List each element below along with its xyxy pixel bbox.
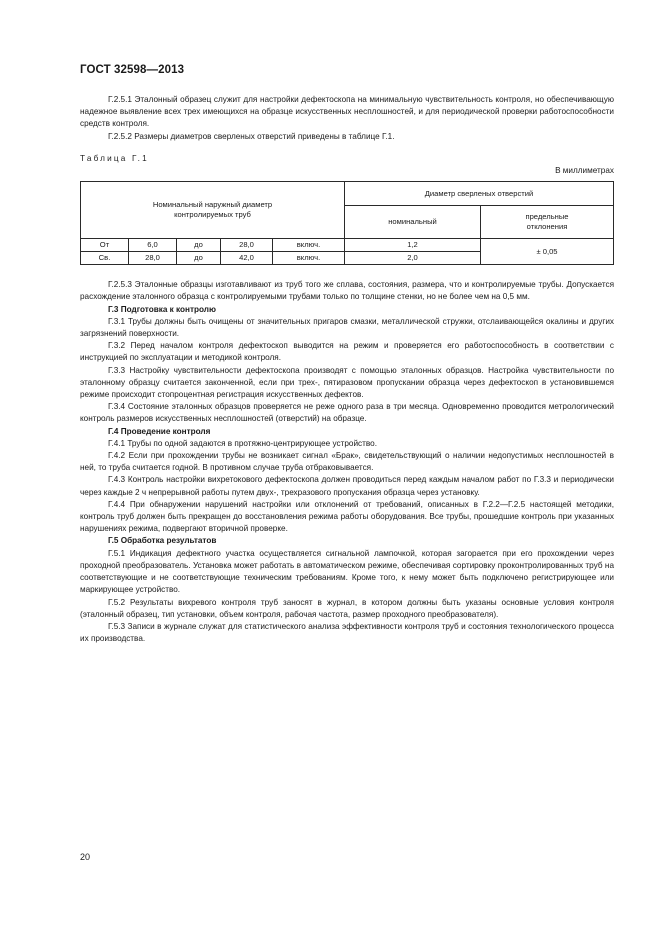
header-tolerance: предельные отклонения: [481, 206, 614, 239]
header-nominal: номинальный: [345, 206, 481, 239]
paragraph-g4-4: Г.4.4 При обнаружении нарушений настройки или отклонений от требований, описанных в Г.2.2—Г.2.5 настоящей методики, контроль труб должен быть прекращен до восстановления режима работы оборудования. Все трубы, прошедшие контроль при указанных нарушениях режима, подвергают вторичной проверке.: [80, 499, 614, 534]
table-caption: Таблица Г.1: [80, 153, 149, 163]
paragraph-g4-1: Г.4.1 Трубы по одной задаются в протяжно-центрирующее устройство.: [108, 438, 377, 448]
diameter-table: [80, 181, 614, 265]
cell-nominal: 1,2: [345, 239, 481, 252]
paragraph-g4-3: Г.4.3 Контроль настройки вихретокового дефектоскопа должен проводиться перед каждым началом работ по Г.3.3 и периодически через каждые 2 ч непрерывной работы путем двух-, трехразового пропускания образца через установку.: [80, 475, 614, 497]
paragraph-g2-5-2: Г.2.5.2 Размеры диаметров сверленых отверстий приведены в таблице Г.1.: [108, 131, 395, 141]
cell-range-start-label: Св.: [81, 252, 129, 265]
cell-tolerance: ± 0,05: [481, 239, 614, 265]
cell-range-end-value: 42,0: [221, 252, 273, 265]
cell-range-start-value: 28,0: [129, 252, 177, 265]
page-number: 20: [80, 852, 91, 862]
header-hole-diameter: Диаметр сверленых отверстий: [345, 182, 614, 206]
paragraph-g5-3: Г.5.3 Записи в журнале служат для статистического анализа эффективности контроля труб и состояния технологического процесса их производства.: [80, 621, 614, 644]
paragraph-g3-2: Г.3.2 Перед началом контроля дефектоскоп выводится на режим и проверяется его работоспособность в соответствии с инструкцией по эксплуатации и методикой контроля.: [80, 341, 614, 363]
section-title-g3: Г.3 Подготовка к контролю: [108, 304, 216, 314]
cell-range-to-label: до: [177, 239, 221, 252]
paragraph-g2-5-3: Г.2.5.3 Эталонные образцы изготавливают из труб того же сплава, состояния, размера, что и контролируемые трубы. Допускается расхождение эталонного образца с контролируемыми трубами только по толщине стенки, но не более чем на 0,5 мм.: [80, 280, 614, 302]
paragraph-g3-1: Г.3.1 Трубы должны быть очищены от значительных пригаров смазки, металлической стружки, отслаивающейся окалины и других загрязнений поверхности.: [80, 316, 614, 339]
cell-range-start-label: От: [81, 239, 129, 252]
table-units: В миллиметрах: [555, 166, 614, 176]
paragraph-g3-3: Г.3.3 Настройку чувствительности дефектоскопа производят с помощью эталонных образцов. Настройка чувствительности по эталонному образцу считается законченной, если при трех-, пятиразовом пропускании образца через дефектоскоп в установившемся режиме происходит стопроцентная регистрация искусственных дефектов.: [80, 365, 614, 400]
document-header: ГОСТ 32598—2013: [80, 64, 185, 76]
section-title-g5: Г.5 Обработка результатов: [108, 536, 217, 546]
paragraph-g2-5-1: Г.2.5.1 Эталонный образец служит для настройки дефектоскопа на минимальную чувствительность контроля, но обеспечивающую надежное выявление всех трех имеющихся на образце искусственных несплошностей, и для периодической проверки работоспособности средств контроля.: [80, 95, 614, 129]
cell-inclusive-label: включ.: [273, 239, 345, 252]
document-body: [80, 94, 614, 645]
paragraph-g5-2: Г.5.2 Результаты вихревого контроля труб заносят в журнал, в котором должны быть указаны основные условия контроля (эталонный образец, тип установки, объем контроля, рабочая частота, размер проходного преобразователя).: [80, 597, 614, 619]
cell-inclusive-label: включ.: [273, 252, 345, 265]
paragraph-g4-2: Г.4.2 Если при прохождении трубы не возникает сигнал «Брак», свидетельствующий о наличии недопустимых несплошностей в ней, то труба считается годной. В противном случае труба отбраковывается.: [80, 451, 614, 473]
paragraph-g5-1: Г.5.1 Индикация дефектного участка осуществляется сигнальной лампочкой, которая загорается при его прохождении через проходной преобразователь. Установка может работать в автоматическом режиме, обеспечивая сортировку проконтролированных труб на соответствующие и не соответствующие техническим требованиям. Кроме того, к нему может быть подключено регистрирующее или маркирующее устройство.: [80, 548, 614, 595]
table-row: [81, 239, 614, 252]
header-pipe-diameter: Номинальный наружный диаметр контролируемых труб: [81, 182, 345, 239]
section-title-g4: Г.4 Проведение контроля: [108, 426, 211, 436]
paragraph-g3-4: Г.3.4 Состояние эталонных образцов проверяется не реже одного раза в три месяца. Одновременно проводится метрологический контроль размеров искусственных несплошностей (отверстий) на образце.: [80, 402, 614, 424]
cell-nominal: 2,0: [345, 252, 481, 265]
cell-range-start-value: 6,0: [129, 239, 177, 252]
cell-range-to-label: до: [177, 252, 221, 265]
cell-range-end-value: 28,0: [221, 239, 273, 252]
